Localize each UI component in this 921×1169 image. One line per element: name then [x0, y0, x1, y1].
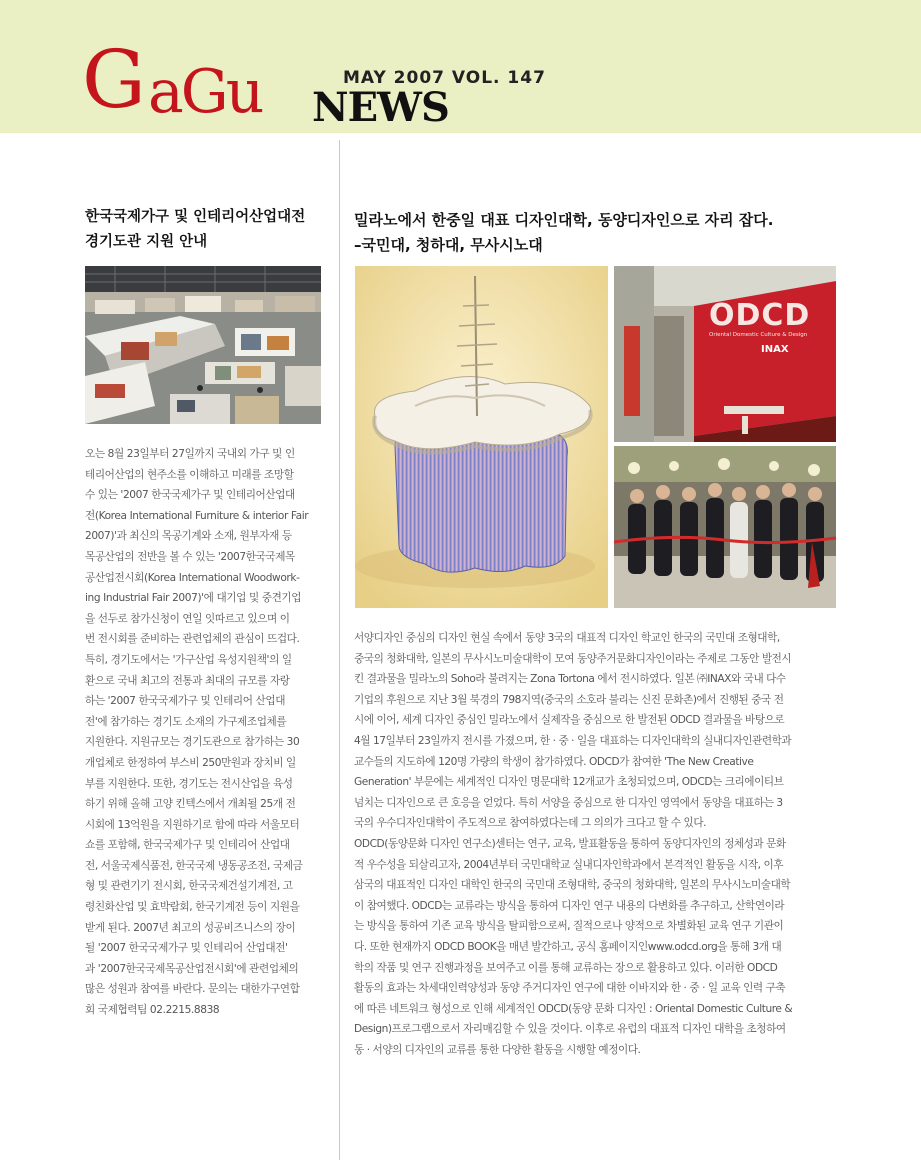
text-line: 활동의 효과는 차세대인력양성과 동양 주거디자인 연구에 대한 이바지와 한 · 중 · 일 교육 인력 구축	[354, 982, 786, 995]
logo-agu: aGu	[148, 57, 262, 127]
right-article-body	[354, 628, 839, 1060]
text-line: 전, 서울국제식품전, 한국국제 냉동공조전, 국제금	[85, 859, 303, 872]
text-line: 국의 우수디자인대학이 주도적으로 참여하였다는데 그 의의가 크다고 할 수 있다.	[354, 817, 707, 830]
text-line: ing Industrial Fair 2007)'에 대기업 및 중견기업	[85, 592, 302, 605]
text-line: 중국의 청화대학, 일본의 무사시노미술대학이 모여 동양주거문화디자인이라는 주제로 그동안 발전시	[354, 652, 792, 665]
text-line: 시에 이어, 세계 디자인 중심인 밀라노에서 실제작을 중심으로 한 발전된 ODCD 결과물을 바탕으로	[354, 714, 785, 727]
left-title-line: 경기도관 지원 안내	[85, 234, 208, 250]
ribbon-cutting-photo	[614, 446, 836, 608]
text-line: 넘치는 디자인으로 큰 호응을 얻었다. 특히 서양을 중심으로 한 디자인 영역에서 동양을 대표하는 3	[354, 796, 783, 809]
left-article-title	[85, 205, 330, 255]
text-line: 오는 8월 23일부터 27일까지 국내외 가구 및 인	[85, 448, 295, 460]
text-line: 지원한다. 지원규모는 경기도관으로 참가하는 30	[85, 736, 300, 749]
text-line: 전(Korea International Furniture & interior Fair	[85, 509, 309, 522]
text-line: 개업체로 한정하여 부스비 250만원과 장치비 일	[85, 756, 296, 769]
text-line: 많은 성원과 참여를 바란다. 문의는 대한가구연합	[85, 983, 300, 996]
pavilion-model-render	[355, 266, 608, 608]
text-line: 킨 결과물을 밀라노의 Soho라 불려지는 Zona Tortona 에서 전시하였다. 일본 ㈜INAX와 국내 다수	[354, 673, 786, 686]
text-line: 환으로 국내 최고의 전통과 최대의 규모를 자랑	[85, 674, 290, 687]
ribbon-cutting-illustration	[614, 446, 836, 608]
text-line: 번 전시회를 준비하는 관련업체의 관심이 뜨겁다.	[85, 633, 300, 646]
text-line: 다. 또한 현재까지 ODCD BOOK을 매년 발간하고, 공식 홈페이지인www.odcd.org을 통해 3개 대	[354, 940, 782, 953]
text-line: 삼국의 대표적인 디자인 대학인 한국의 국민대 조형대학, 중국의 청화대학, 일본의 무사시노미술대학	[354, 879, 791, 892]
pavilion-model-illustration	[355, 266, 608, 608]
booth-sub: Oriental Domestic Culture & Design	[709, 332, 808, 338]
text-line: 동 · 서양의 디자인의 교류를 통한 다양한 활동을 시행할 예정이다.	[354, 1043, 641, 1056]
text-line: 목공산업의 전반을 볼 수 있는 '2007한국국제목	[85, 550, 295, 563]
text-line: 하기 위해 올해 고양 킨텍스에서 개최될 25개 전	[85, 798, 296, 811]
text-line: 받게 된다. 2007년 최고의 성공비즈니스의 장이	[85, 921, 296, 934]
text-line: 교수들의 지도하에 120명 가량의 학생이 참가하였다. ODCD가 참여한 'The New Creative	[354, 755, 754, 768]
logo-news: NEWS	[312, 84, 449, 131]
text-line: 4월 17일부터 23일까지 전시를 가졌으며, 한 · 중 · 일을 대표하는 디자인대학의 실내디자인관련학과	[354, 734, 792, 747]
masthead-band	[0, 0, 921, 133]
text-line: 공산업전시회(Korea International Woodwork-	[85, 571, 300, 584]
logo-letter-g: G	[82, 33, 144, 126]
text-line: 2007)'과 최신의 목공기계와 소재, 원부자재 등	[85, 530, 292, 543]
text-line: 형 및 관련기기 전시회, 한국국제건설기계전, 고	[85, 880, 293, 893]
exhibition-hall-illustration	[85, 266, 321, 424]
text-line: 시회에 13억원을 지원하기로 함에 따라 서울모터	[85, 818, 300, 831]
text-line: 적 우수성을 되살리고자, 2004년부터 국민대학교 실내디자인학과에서 본격적인 활동을 시작, 이후	[354, 858, 784, 871]
text-line: 수 있는 '2007 한국국제가구 및 인테리어산업대	[85, 489, 295, 502]
right-title-line: –국민대, 청하대, 무사시노대	[354, 236, 543, 254]
text-line: 부를 지원한다. 또한, 경기도는 전시산업을 육성	[85, 777, 293, 790]
right-article-title	[354, 208, 824, 258]
text-line: 전'에 참가하는 경기도 소재의 가구제조업체를	[85, 715, 287, 728]
text-line: Generation' 부문에는 세계적인 디자인 명문대학 12개교가 초청되었으며, ODCD는 크리에이티브	[354, 776, 784, 789]
text-line: 테리어산업의 현주소를 이해하고 미래를 조망할	[85, 468, 294, 481]
left-title-line: 한국국제가구 및 인테리어산업대전	[85, 209, 306, 225]
odcd-booth-photo	[614, 266, 836, 442]
text-line: Design)프로그램으로서 자리매김할 수 있을 것이다. 이후로 유럽의 대표적 디자인 대학을 초청하여	[354, 1023, 786, 1036]
text-line: 특히, 경기도에서는 '가구산업 육성지원책'의 일	[85, 653, 292, 666]
exhibition-hall-photo	[85, 266, 321, 424]
text-line: 을 선두로 참가신청이 연일 잇따르고 있으며 이	[85, 612, 290, 625]
text-line: 회 국제협력팀 02.2215.8838	[85, 1004, 220, 1017]
booth-brand: INAX	[761, 344, 789, 355]
text-line: 과 '2007한국국제목공산업전시회'에 관련업체의	[85, 962, 299, 975]
booth-sign: ODCD	[709, 298, 811, 333]
text-line: 서양디자인 중심의 디자인 현실 속에서 동양 3국의 대표적 디자인 학교인 한국의 국민대 조형대학,	[354, 632, 780, 644]
text-line: 쇼를 포함해, 한국국제가구 및 인테리어 산업대	[85, 839, 290, 852]
text-line: 이 참여했다. ODCD는 교류라는 방식을 통하여 디자인 연구 내용의 다변화를 추구하고, 산학연이라	[354, 899, 785, 912]
column-divider	[339, 140, 340, 1160]
right-title-line: 밀라노에서 한중일 대표 디자인대학, 동양디자인으로 자리 잡다.	[354, 211, 774, 229]
booth-sign-text	[709, 300, 829, 355]
text-line: 령친화산업 및 효박람회, 한국기계전 등이 지원을	[85, 901, 300, 914]
text-line: 는 방식을 통하여 기존 교육 방식을 탈피함으로써, 질적으로나 양적으로 차별화된 교육 연구 기관이	[354, 920, 784, 933]
text-line: 에 따른 네트워크 형성으로 인해 세계적인 ODCD(동양 문화 디자인 : Oriental Domestic Culture &	[354, 1002, 793, 1015]
text-line: 학의 작품 및 연구 진행과정을 보여주고 이를 통해 교류하는 장으로 활용하고 있다. 이러한 ODCD	[354, 961, 778, 974]
left-article-body	[85, 444, 328, 1021]
text-line: 하는 '2007 한국국제가구 및 인테리어 산업대	[85, 695, 286, 708]
text-line: 기업의 후원으로 지난 3월 북경의 798지역(중국의 소호라 불리는 신진 문화촌)에서 진행된 중국 전	[354, 693, 784, 706]
issue-label: MAY 2007 VOL. 147	[343, 68, 546, 88]
text-line: ODCD(동양문화 디자인 연구소)센터는 연구, 교육, 발표활동을 통하여 동양디자인의 정체성과 문화	[354, 837, 786, 850]
text-line: 될 '2007 한국국제가구 및 인테리어 산업대전'	[85, 942, 288, 955]
